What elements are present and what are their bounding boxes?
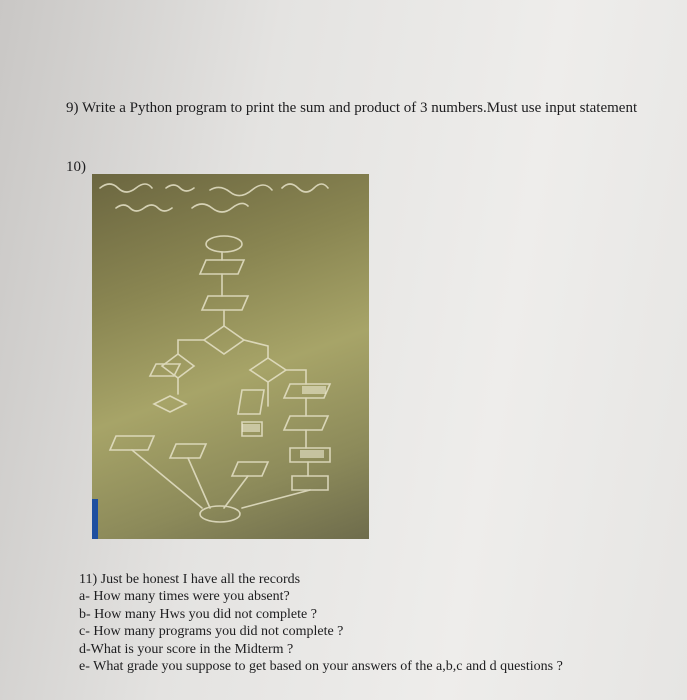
question-10-label: 10) — [66, 159, 86, 175]
handwritten-flowchart-drawing — [92, 174, 369, 539]
q11-item-d: d-What is your score in the Midterm ? — [79, 641, 294, 657]
question-9: 9) Write a Python program to print the sum and product of 3 numbers.Must use input statement — [66, 100, 638, 116]
q11-item-b: b- How many Hws you did not complete ? — [79, 606, 317, 622]
q11-item-e: e- What grade you suppose to get based on your answers of the a,b,c and d questions ? — [79, 659, 563, 675]
q11-item-a: a- How many times were you absent? — [79, 589, 290, 605]
question-11 — [79, 571, 669, 675]
q11-heading: 11) Just be honest I have all the records — [79, 572, 301, 587]
q11-item-c: c- How many programs you did not complete ? — [79, 624, 344, 640]
flowchart-photo — [92, 174, 369, 539]
